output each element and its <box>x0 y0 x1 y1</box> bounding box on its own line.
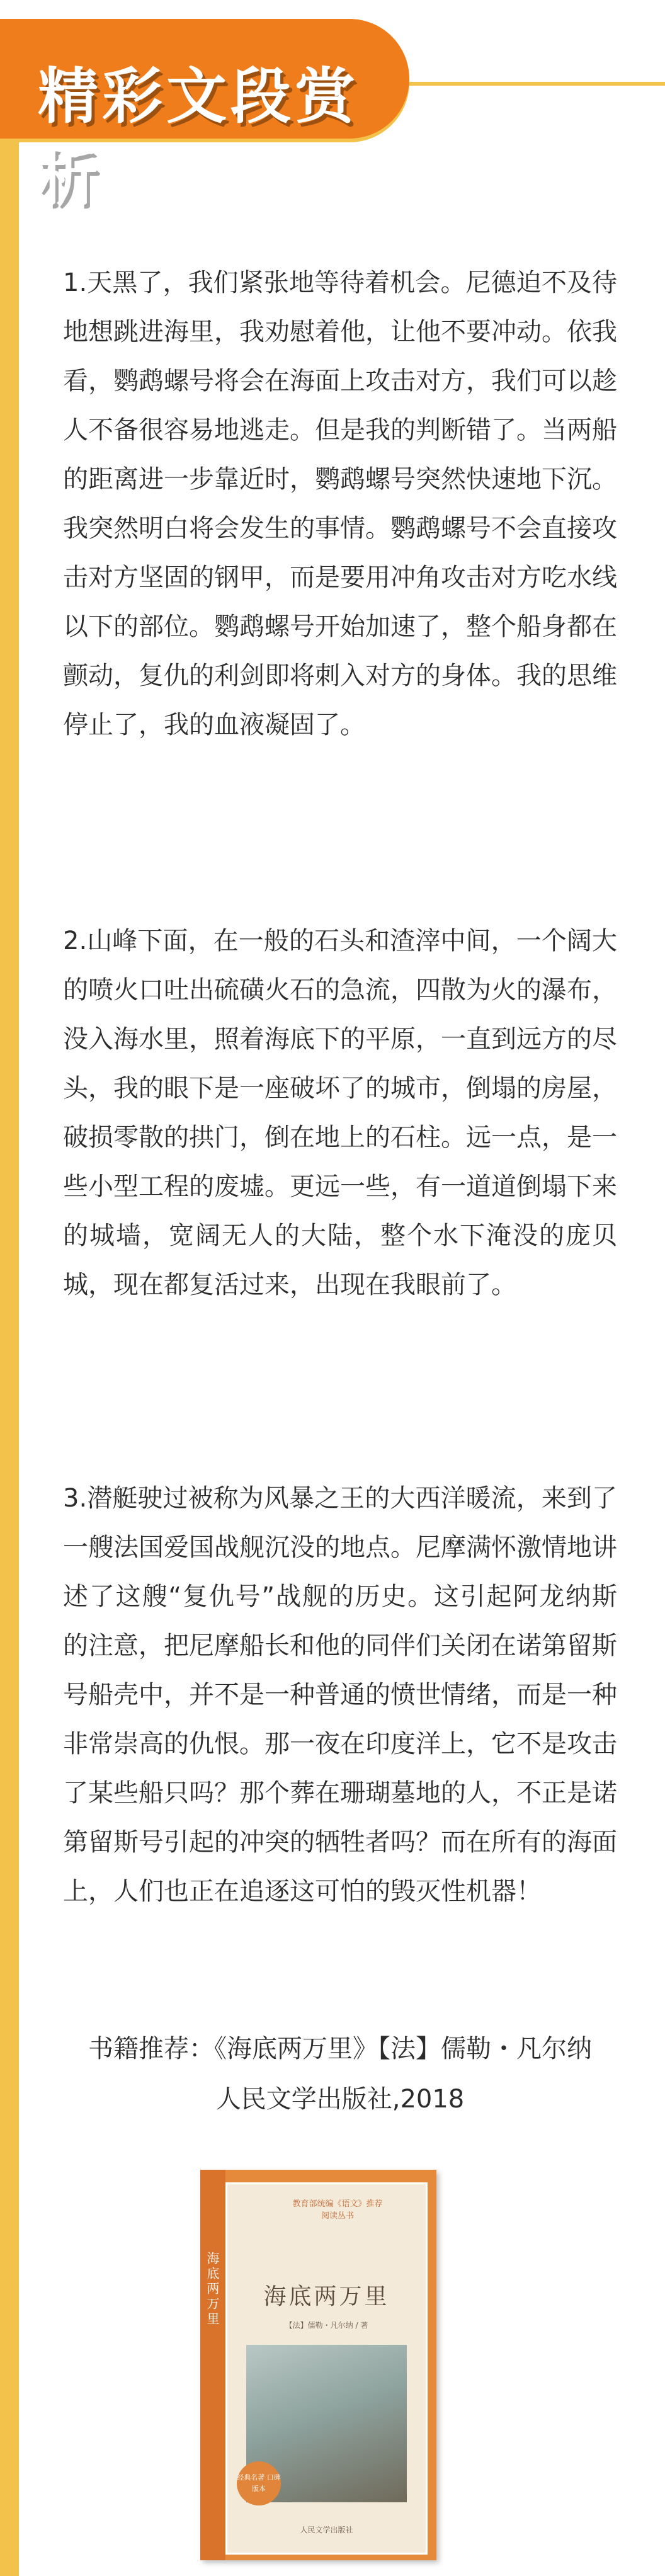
book-title: 海底两万里 <box>263 2284 390 2310</box>
book-spine-title: 海底两万里 <box>205 2252 220 2327</box>
left-accent-bar <box>0 126 19 2576</box>
book-cover-front <box>225 2182 428 2555</box>
section-title: 精彩文段赏析 <box>38 61 359 214</box>
book-spine <box>200 2170 225 2560</box>
book-series: 教育部统编《语文》推荐阅读丛书 <box>292 2199 383 2221</box>
passage-3: 3.潜艇驶过被称为风暴之王的大西洋暖流，来到了一艘法国爱国战舰沉没的地点。尼摩满怀激情地讲述了这艘“复仇号”战舰的历史。这引起阿龙纳斯的注意，把尼摩船长和他的同伴们关闭在诺第留斯号船壳中，并不是一种普通的愤世情绪，而是一种非常崇高的仇恨。那一夜在印度洋上，它不是攻击了某些船只吗？那个葬在珊瑚墓地的人，不正是诺第留斯号引起的冲突的牺牲者吗？而在所有的海面上，人们也正在追逐这可怕的毁灭性机器！ <box>63 1484 617 1906</box>
book-badge <box>237 2461 281 2505</box>
book-cover-publisher: 人民文学出版社 <box>300 2526 353 2534</box>
book-badge-text: 经典名著 口碑版本 <box>237 2473 281 2493</box>
book-author: 【法】儒勒・凡尔纳 / 著 <box>285 2321 368 2330</box>
book-recommendation: 书籍推荐：《海底两万里》【法】儒勒・凡尔纳 <box>88 2034 592 2063</box>
passage-2: 2.山峰下面，在一般的石头和渣滓中间，一个阔大的喷火口吐出硫磺火石的急流，四散为火的瀑布，没入海水里，照着海底下的平原，一直到远方的尽头，我的眼下是一座破坏了的城市，倒塌的房屋，破损零散的拱门，倒在地上的石柱。远一点，是一些小型工程的废墟。更远一些，有一道道倒塌下来的城墙，宽阔无人的大陆，整个水下淹没的庞贝城，现在都复活过来，出现在我眼前了。 <box>63 926 617 1299</box>
book-publisher-line: 人民文学出版社,2018 <box>215 2085 465 2114</box>
book-cover-image <box>200 2170 436 2560</box>
section-banner <box>0 19 409 214</box>
passage-1: 1.天黑了，我们紧张地等待着机会。尼德迫不及待地想跳进海里，我劝慰着他，让他不要冲动。依我看，鹦鹉螺号将会在海面上攻击对方，我们可以趁人不备很容易地逃走。但是我的判断错了。当两船的距离进一步靠近时，鹦鹉螺号突然快速地下沉。我突然明白将会发生的事情。鹦鹉螺号不会直接攻击对方坚固的钢甲，而是要用冲角攻击对方吃水线以下的部位。鹦鹉螺号开始加速了，整个船身都在颤动，复仇的利剑即将刺入对方的身体。我的思维停止了，我的血液凝固了。 <box>63 268 617 739</box>
